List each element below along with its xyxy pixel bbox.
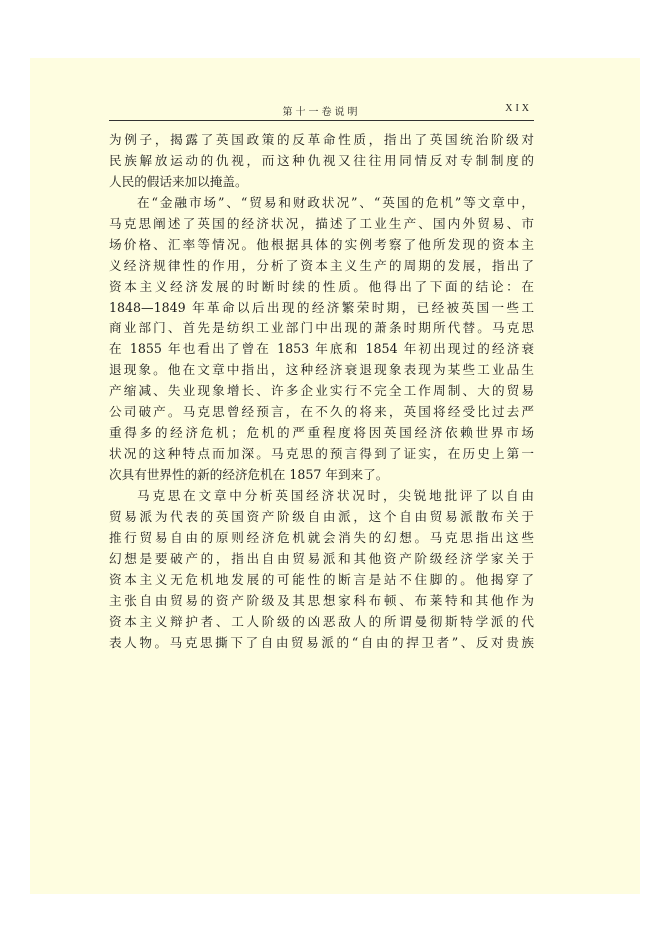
text-line: 产缩减、失业现象增长、许多企业实行不完全工作周制、大的贸易 [109, 383, 534, 399]
text-line: 公司破产。马克思曾经预言，在不久的将来，英国将经受比过去严 [109, 404, 534, 420]
text-line: 资本主义经济发展的时断时续的性质。他得出了下面的结论：在 [109, 278, 534, 294]
text-line: 人民的假话来加以掩盖。 [109, 173, 248, 189]
header-rule [109, 120, 534, 121]
text-line: 1848—1849 年革命以后出现的经济繁荣时期，已经被英国一些工 [109, 299, 534, 315]
text-line: 资本主义辩护者、工人阶级的凶恶敌人的所谓曼彻斯特学派的代 [109, 613, 534, 629]
text-line: 表人物。马克思撕下了自由贸易派的“自由的捍卫者”、反对贵族 [109, 634, 534, 650]
running-header [109, 101, 534, 121]
text-line: 重得多的经济危机；危机的严重程度将因英国经济依赖世界市场 [109, 425, 534, 441]
running-header-title: 第十一卷说明 [282, 107, 361, 118]
text-line: 场价格、汇率等情况。他根据具体的实例考察了他所发现的资本主 [109, 236, 534, 252]
text-line: 商业部门、首先是纺织工业部门中出现的萧条时期所代替。马克思 [109, 320, 534, 336]
text-line: 状况的这种特点而加深。马克思的预言得到了证实，在历史上第一 [109, 446, 534, 462]
text-line: 在“金融市场”、“贸易和财政状况”、“英国的危机”等文章中， [137, 194, 534, 210]
text-line: 贸易派为代表的英国资产阶级自由派，这个自由贸易派散布关于 [109, 508, 534, 524]
text-line: 次具有世界性的新的经济危机在 1857 年到来了。 [109, 467, 389, 482]
text-line: 主张自由贸易的资产阶级及其思想家科布顿、布莱特和其他作为 [109, 592, 534, 608]
paragraph [109, 486, 534, 654]
text-line: 马克思阐述了英国的经济状况，描述了工业生产、国内外贸易、市 [109, 215, 534, 231]
text-line: 义经济规律性的作用，分析了资本主义生产的周期的发展，指出了 [109, 257, 534, 273]
text-line: 资本主义无危机地发展的可能性的断言是站不住脚的。他揭穿了 [109, 571, 534, 587]
page-number: XIX [505, 103, 532, 114]
text-line: 民族解放运动的仇视，而这种仇视又往往用同情反对专制制度的 [109, 152, 534, 168]
body-text [109, 130, 534, 653]
text-line: 幻想是要破产的，指出自由贸易派和其他资产阶级经济学家关于 [109, 550, 534, 566]
text-line: 在 1855 年也看出了曾在 1853 年底和 1854 年初出现过的经济衰 [109, 341, 534, 357]
paragraph [109, 130, 534, 193]
text-line: 马克思在文章中分析英国经济状况时，尖锐地批评了以自由 [137, 487, 534, 503]
text-line: 退现象。他在文章中指出，这种经济衰退现象表现为某些工业品生 [109, 362, 534, 378]
text-line: 推行贸易自由的原则经济危机就会消失的幻想。马克思指出这些 [109, 529, 534, 545]
text-line: 为例子，揭露了英国政策的反革命性质，指出了英国统治阶级对 [109, 132, 534, 147]
paragraph [109, 193, 534, 486]
